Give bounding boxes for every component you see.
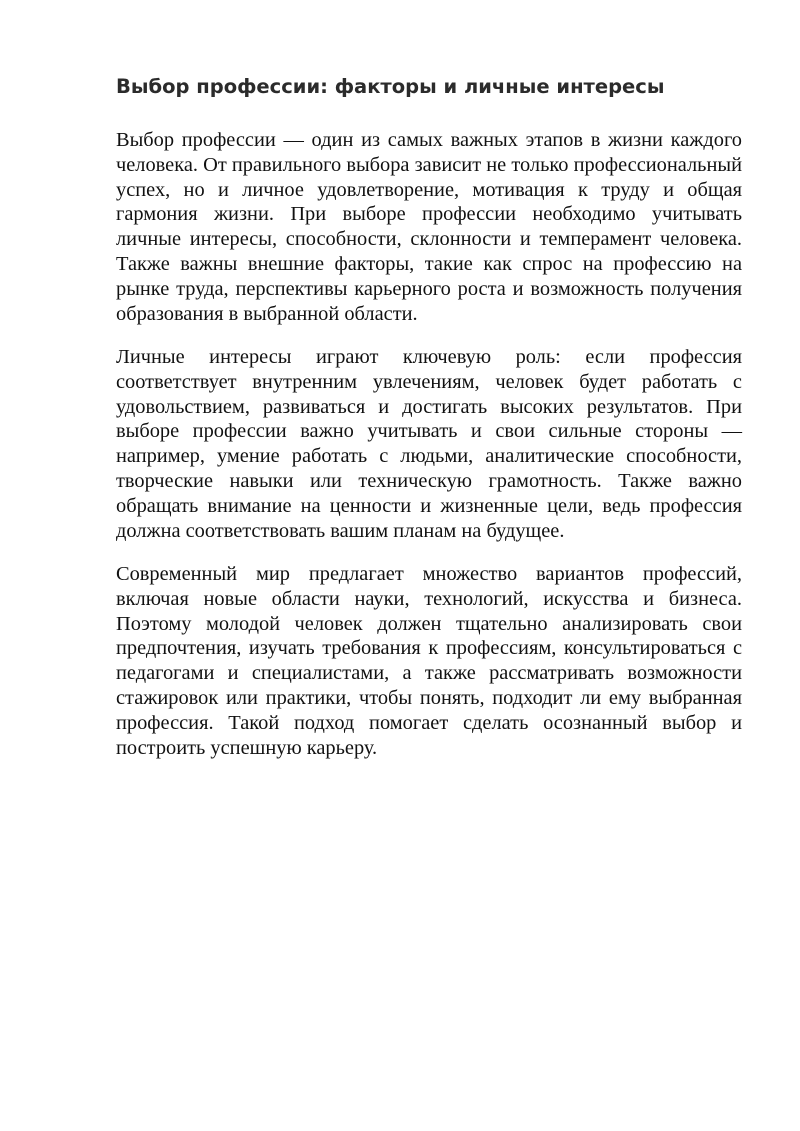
- paragraph-3: Современный мир предлагает множество вариантов профессий, включая новые области науки, технологий, искусства и бизнеса. Поэтому молодой человек должен тщательно анализировать свои предпочтения, изучать требования к профессиям, консультироваться с педагогами и специалистами, а также рассматривать возможности стажировок или практики, чтобы понять, подходит ли ему выбранная профессия. Такой подход помогает сделать осознанный выбор и построить успешную карьеру.: [116, 563, 742, 759]
- paragraph-2: Личные интересы играют ключевую роль: если профессия соответствует внутренним увлечениям, человек будет работать с удовольствием, развиваться и достигать высоких результатов. При выборе профессии важно учитывать и свои сильные стороны — например, умение работать с людьми, аналитические способности, творческие навыки или техническую грамотность. Также важно обращать внимание на ценности и жизненные цели, ведь профессия должна соответствовать вашим планам на будущее.: [116, 346, 742, 542]
- document-title: Выбор профессии: факторы и личные интересы: [116, 75, 665, 98]
- paragraph-1: Выбор профессии — один из самых важных этапов в жизни каждого человека. От правильного выбора зависит не только профессиональный успех, но и личное удовлетворение, мотивация к труду и общая гармония жизни. При выборе профессии необходимо учитывать личные интересы, способности, склонности и темперамент человека. Также важны внешние факторы, такие как спрос на профессию на рынке труда, перспективы карьерного роста и возможность получения образования в выбранной области.: [116, 129, 742, 325]
